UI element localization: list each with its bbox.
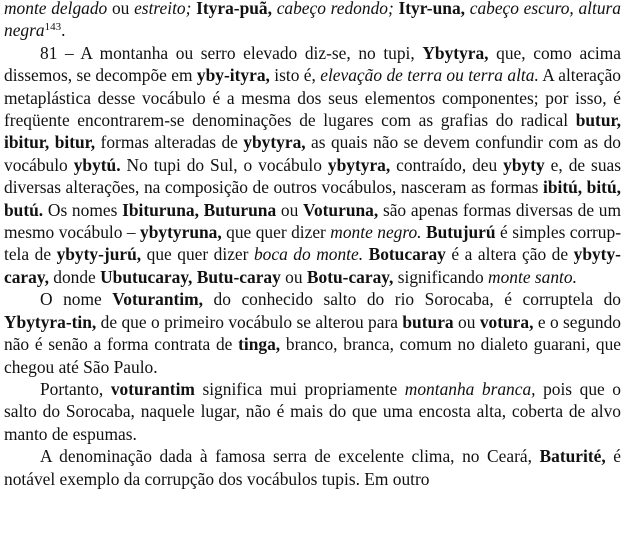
- term-bold: Butujurú: [425, 222, 496, 243]
- text-run: No tupi do Sul, o vocábulo: [120, 154, 328, 175]
- text-run: isto é,: [269, 65, 321, 86]
- term-bold: ybytyra,: [243, 132, 306, 153]
- term-bold: ybyty: [503, 154, 545, 175]
- term-bold: ybytyra,: [327, 154, 391, 175]
- term-bold: Ybytyra,: [422, 42, 489, 63]
- text-run: é notável exemplo da corrupção dos vocábulos tupis. Em outro: [4, 446, 621, 489]
- term-bold: Voturantim,: [112, 289, 203, 310]
- text-run: .: [61, 20, 66, 41]
- term-bold: Ybytyra-tin,: [4, 311, 97, 332]
- paragraph-voturantim: [4, 288, 621, 378]
- text-run: significa mui propriamente: [194, 378, 405, 399]
- term-bold: yby-ityra,: [196, 65, 270, 86]
- term-bold: Ibituruna, Buturuna: [122, 199, 277, 220]
- term-italic: monte santo.: [488, 266, 577, 287]
- text-run: ou: [280, 266, 307, 287]
- term-bold: tinga,: [238, 334, 281, 355]
- term-italic: monte negro.: [330, 222, 422, 243]
- text-run: e, de suas diversas alterações, na composição de outros vocábulos, nasceram as formas: [4, 154, 621, 198]
- term-bold: butura: [402, 311, 454, 332]
- term-bold: Baturité,: [539, 446, 606, 467]
- term-bold: ibitú, bitú, butú.: [4, 177, 621, 220]
- term-bold: Voturuna,: [302, 199, 379, 220]
- term-bold: Ityra-puã,: [196, 0, 272, 18]
- text-run: contraído, deu: [390, 154, 504, 175]
- text-run: pois que o salto do Sorocaba, naquele lugar, não é mais do que uma encosta alta, coberta de alvo manto de espumas.: [4, 378, 621, 444]
- text-run: de que o primeiro vocábulo se alterou para: [96, 311, 403, 332]
- text-run: que, como acima dissemos, se decompõe em: [4, 42, 622, 86]
- term-bold: ybytyruna,: [140, 222, 222, 243]
- text-run: A alteração metaplástica desse vocábulo é a mesma dos seus elementos componentes; por isso, é freqüente encontrarem-se denominações de lugares com as grafias do radical: [4, 65, 621, 131]
- paragraph-81-montanha: [4, 42, 621, 288]
- term-bold: Botu-caray,: [306, 266, 394, 287]
- text-run: ou: [107, 0, 135, 18]
- text-run: as quais não se devem confundir com as do vocábulo: [4, 132, 621, 175]
- paragraph-1: [4, 0, 621, 42]
- term-italic: elevação de terra ou terra alta.: [320, 65, 539, 86]
- text-run: ou: [453, 311, 480, 332]
- text-run: O nome: [40, 289, 113, 310]
- text-run: é a altera ção de: [445, 244, 574, 265]
- text-run: branco, branca, comum no dialeto guarani, que chegou até São Paulo.: [4, 334, 621, 377]
- text-run: A denominação dada à famosa serra de excelente clima, no Ceará,: [40, 446, 540, 467]
- text-run: é simples corruptela de: [4, 222, 621, 265]
- term-bold: ybytú.: [73, 154, 121, 175]
- text-run: 81 – A montanha ou serro elevado diz-se, no tupi,: [40, 42, 423, 63]
- text-run: donde: [48, 266, 101, 287]
- term-bold: Ubutucaray, Butu-caray: [100, 266, 281, 287]
- text-run: ou: [276, 199, 303, 220]
- text-run: significando: [393, 266, 489, 287]
- term-bold: Ityr-una,: [398, 0, 465, 18]
- term-italic: cabeço escuro, altura negra: [4, 0, 621, 41]
- text-run: formas alteradas de: [95, 132, 244, 153]
- term-bold: ybyty-caray,: [4, 244, 621, 287]
- term-italic: monte delgado: [4, 0, 108, 18]
- term-italic: montanha branca,: [404, 378, 536, 399]
- text-run: e o segundo não é senão a forma contrata de: [4, 311, 622, 355]
- text-run: são apenas formas diversas de um mesmo vocábulo –: [4, 199, 621, 243]
- term-bold: butur, ibitur, bitur,: [4, 110, 621, 153]
- term-bold: Botucaray: [368, 244, 446, 265]
- text-run: Os nomes: [43, 199, 123, 220]
- text-run: que quer dizer: [141, 244, 254, 265]
- text-run: que quer dizer: [221, 222, 331, 243]
- term-italic: cabeço redondo;: [276, 0, 394, 18]
- term-italic: estreito;: [134, 0, 192, 18]
- term-bold: voturantim: [110, 378, 195, 399]
- footnote-ref[interactable]: 143: [44, 21, 62, 34]
- text-run: do conhecido salto do rio Sorocaba, é corruptela do: [202, 289, 621, 310]
- term-italic: boca do monte.: [253, 244, 364, 265]
- term-bold: votura,: [479, 311, 534, 332]
- paragraph-baturite: [4, 445, 621, 490]
- paragraph-portanto: [4, 378, 621, 445]
- term-bold: ybyty-jurú,: [56, 244, 142, 265]
- text-run: Portanto,: [40, 378, 111, 399]
